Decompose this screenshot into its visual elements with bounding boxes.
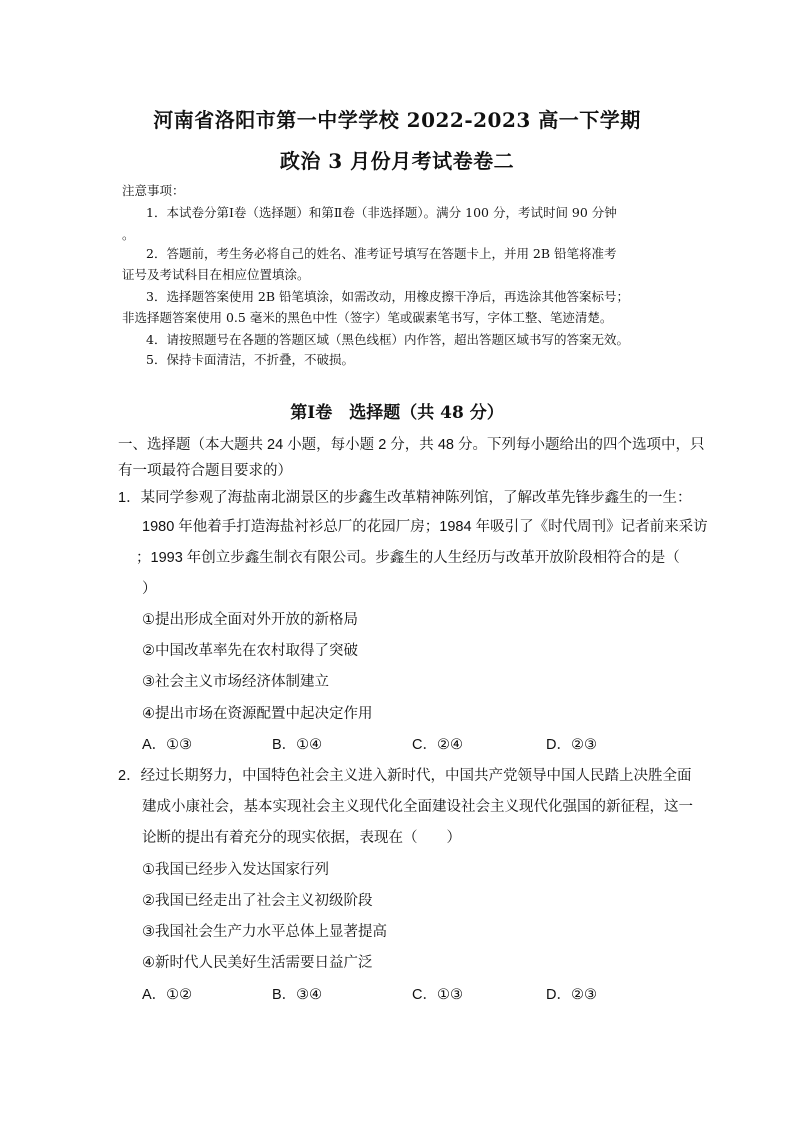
- notice-item-5: 5．保持卡面清洁，不折叠，不破损。: [146, 352, 354, 367]
- question-1-option-b[interactable]: B．①④: [272, 737, 323, 753]
- question-1-stem-line-2: 1980 年他着手打造海盐衬衫总厂的花园厂房；1984 年吸引了《时代周刊》记者前来采访: [142, 519, 708, 535]
- notice-item-1: 1．本试卷分第Ⅰ卷（选择题）和第Ⅱ卷（非选择题）。满分 100 分，考试时间 90 分钟: [146, 205, 617, 220]
- question-2-statement-3: ③我国社会生产力水平总体上显著提高: [142, 924, 387, 940]
- question-1-stem-line-3: ；1993 年创立步鑫生制衣有限公司。步鑫生的人生经历与改革开放阶段相符合的是（: [136, 550, 680, 566]
- question-2-stem-line-3: 论断的提出有着充分的现实依据，表现在（ ）: [142, 830, 461, 846]
- instructions-line-2: 有一项最符合题目要求的）: [118, 463, 292, 479]
- question-2-stem-line-1: 2．经过长期努力，中国特色社会主义进入新时代，中国共产党领导中国人民踏上决胜全面: [118, 768, 692, 784]
- notice-item-2-cont: 证号及考试科目在相应位置填涂。: [122, 267, 310, 282]
- question-1-stem-line-4: ）: [142, 581, 157, 597]
- question-1-option-d[interactable]: D．②③: [546, 737, 597, 753]
- notice-heading: 注意事项：: [122, 183, 185, 198]
- question-2-options: [0, 983, 794, 1005]
- question-2-option-d[interactable]: D．②③: [546, 987, 597, 1003]
- question-2-option-a[interactable]: A．①②: [142, 987, 193, 1003]
- question-2-stem-line-2: 建成小康社会，基本实现社会主义现代化全面建设社会主义现代化强国的新征程，这一: [142, 799, 693, 815]
- exam-title-line-1: 河南省洛阳市第一中学学校 2022-2023 高一下学期: [153, 108, 641, 132]
- notice-item-1-cont: 。: [122, 227, 135, 242]
- instructions-line-1: 一、选择题（本大题共 24 小题，每小题 2 分，共 48 分。下列每小题给出的四个选项中，只: [118, 437, 705, 453]
- notice-item-3-cont: 非选择题答案使用 0.5 毫米的黑色中性（签字）笔或碳素笔书写，字体工整、笔迹清楚。: [122, 310, 613, 325]
- question-2-statement-4: ④新时代人民美好生活需要日益广泛: [142, 955, 373, 971]
- notice-item-3: 3．选择题答案使用 2B 铅笔填涂，如需改动，用橡皮擦干净后，再选涂其他答案标号；: [146, 289, 630, 304]
- question-2-statement-2: ②我国已经走出了社会主义初级阶段: [142, 893, 373, 909]
- question-1-option-a[interactable]: A．①③: [142, 737, 193, 753]
- question-1-stem-line-1: 1．某同学参观了海盐南北湖景区的步鑫生改革精神陈列馆，了解改革先锋步鑫生的一生：: [118, 490, 692, 506]
- notice-item-4: 4．请按照题号在各题的答题区域（黑色线框）内作答，超出答题区域书写的答案无效。: [146, 332, 629, 347]
- question-1-statement-3: ③社会主义市场经济体制建立: [142, 674, 329, 690]
- exam-title-line-2: 政治 3 月份月考试卷卷二: [279, 149, 515, 173]
- question-1-options: [0, 733, 794, 755]
- question-2-statement-1: ①我国已经步入发达国家行列: [142, 862, 329, 878]
- question-1-statement-2: ②中国改革率先在农村取得了突破: [142, 643, 358, 659]
- section-title: 第Ⅰ卷 选择题（共 48 分）: [290, 403, 504, 423]
- question-2-option-b[interactable]: B．③④: [272, 987, 323, 1003]
- question-1-option-c[interactable]: C．②④: [412, 737, 463, 753]
- question-1-statement-4: ④提出市场在资源配置中起决定作用: [142, 706, 373, 722]
- question-1-statement-1: ①提出形成全面对外开放的新格局: [142, 612, 358, 628]
- question-2-option-c[interactable]: C．①③: [412, 987, 463, 1003]
- notice-item-2: 2．答题前，考生务必将自己的姓名、准考证号填写在答题卡上，并用 2B 铅笔将准考: [146, 246, 617, 261]
